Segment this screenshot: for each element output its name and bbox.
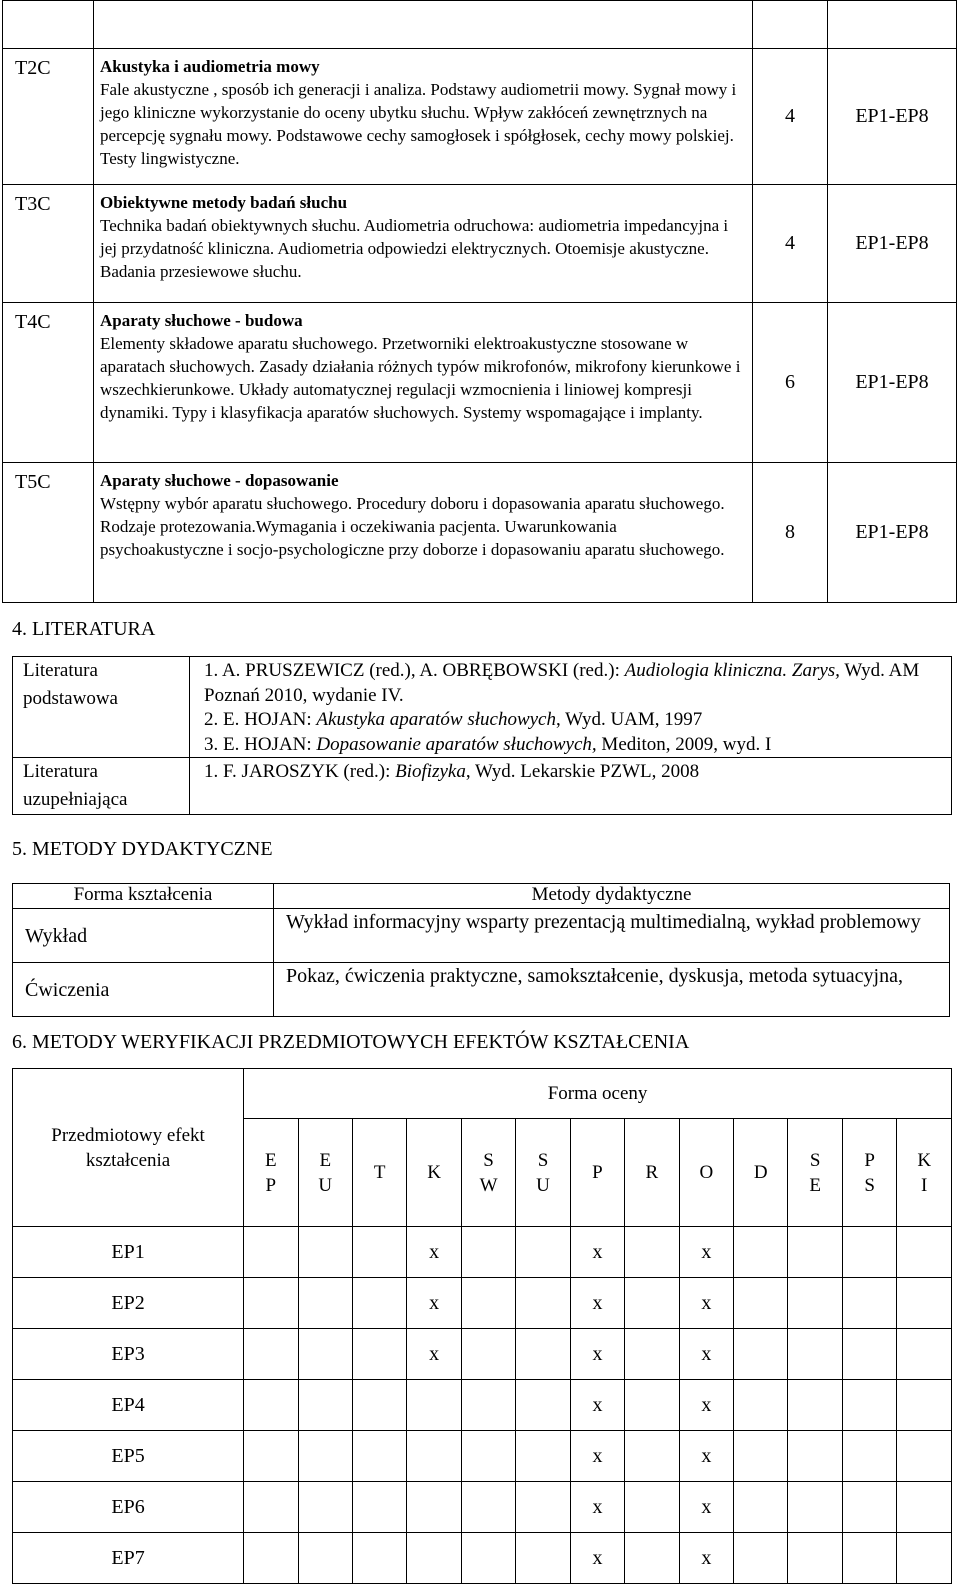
verification-mark: x [592, 1291, 603, 1314]
verification-cell [679, 1329, 733, 1380]
verification-group-label: Forma oceny [244, 1069, 952, 1119]
verification-col-6: P [570, 1119, 624, 1227]
verification-cell [352, 1227, 406, 1278]
section-heading-didactic: 5. METODY DYDAKTYCZNE [12, 838, 273, 860]
verification-col-10: S E [788, 1119, 842, 1227]
topic-code: T2C [3, 49, 94, 185]
verification-col-11: P S [842, 1119, 896, 1227]
literature-item: 1. F. JAROSZYK (red.): Biofizyka, Wyd. Lekarskie PZWL, 2008 [204, 761, 700, 782]
verification-cell [734, 1533, 788, 1584]
verification-cell [516, 1329, 570, 1380]
verification-cell [352, 1380, 406, 1431]
verification-cell [734, 1482, 788, 1533]
verification-cell [897, 1431, 952, 1482]
verification-mark: x [701, 1495, 712, 1518]
literature-item: 2. E. HOJAN: Akustyka aparatów słuchowych, Wyd. UAM, 1997 [204, 709, 703, 730]
verification-cell [734, 1380, 788, 1431]
topic-code: T5C [3, 463, 94, 603]
verification-cell [679, 1380, 733, 1431]
verification-cell [298, 1329, 352, 1380]
verification-row [13, 1227, 952, 1278]
verification-cell [352, 1329, 406, 1380]
verification-cell [407, 1329, 461, 1380]
verification-cell [407, 1533, 461, 1584]
verification-col-0: E P [244, 1119, 298, 1227]
verification-cell [570, 1533, 624, 1584]
verification-cell [244, 1533, 298, 1584]
topics-table [2, 0, 957, 603]
verification-header-row [13, 1069, 952, 1119]
verification-cell [244, 1227, 298, 1278]
verification-cell [788, 1482, 842, 1533]
verification-col-3: K [407, 1119, 461, 1227]
verification-effect-code: EP7 [13, 1533, 244, 1584]
verification-row [13, 1431, 952, 1482]
topic-row [3, 303, 957, 463]
verification-cell [625, 1431, 679, 1482]
topic-body: Technika badań obiektywnych słuchu. Audiometria odruchowa: audiometria impedancyjna i jej przydatność kliniczna. Audiometria odpowiedzi elektrycznych. Otoemisje akustyczne. Badania przesiewowe słuchu. [100, 216, 729, 281]
topic-description [94, 303, 753, 463]
verification-cell [352, 1482, 406, 1533]
verification-cell [461, 1380, 515, 1431]
literature-table [12, 656, 952, 815]
topic-hours: 6 [753, 303, 828, 463]
verification-cell [570, 1380, 624, 1431]
verification-cell [461, 1482, 515, 1533]
topic-description [94, 49, 753, 185]
verification-cell [842, 1329, 896, 1380]
literature-item: 1. A. PRUSZEWICZ (red.), A. OBRĘBOWSKI (red.): Audiologia kliniczna. Zarys, Wyd. AM Poznań 2010, wydanie IV. [204, 660, 920, 706]
verification-cell [788, 1380, 842, 1431]
verification-mark: x [701, 1291, 712, 1314]
verification-cell [244, 1329, 298, 1380]
verification-cell [679, 1482, 733, 1533]
verification-cell [788, 1278, 842, 1329]
verification-row [13, 1278, 952, 1329]
verification-mark: x [701, 1240, 712, 1263]
didactic-row [13, 963, 950, 1017]
verification-cell [842, 1533, 896, 1584]
verification-col-effect: Przedmiotowy efekt kształcenia [13, 1069, 244, 1227]
verification-cell [679, 1278, 733, 1329]
topic-effects: EP1-EP8 [828, 303, 957, 463]
didactic-form: Ćwiczenia [13, 963, 274, 1017]
verification-cell [407, 1380, 461, 1431]
verification-cell [298, 1227, 352, 1278]
topic-body: Elementy składowe aparatu słuchowego. Przetworniki elektroakustyczne stosowane w aparatach słuchowych. Zasady działania różnych typów mikrofonów, mikrofony kierunkowe i wszechkierunkowe. Układy automatycznej regulacji wzmocnienia i liniowej kompresji dynamiki. Typy i klasyfikacja aparatów słuchowych. Systemy wspomagające i implanty. [100, 334, 741, 422]
verification-cell [461, 1227, 515, 1278]
verification-cell [679, 1533, 733, 1584]
verification-mark: x [701, 1393, 712, 1416]
topic-row [3, 463, 957, 603]
verification-cell [298, 1431, 352, 1482]
verification-cell [625, 1227, 679, 1278]
verification-mark: x [701, 1546, 712, 1569]
verification-cell [734, 1431, 788, 1482]
verification-mark: x [592, 1393, 603, 1416]
verification-cell [842, 1227, 896, 1278]
verification-row [13, 1482, 952, 1533]
verification-mark: x [429, 1291, 440, 1314]
topic-title: Akustyka i audiometria mowy [100, 57, 320, 76]
verification-cell [298, 1482, 352, 1533]
verification-cell [788, 1227, 842, 1278]
didactic-header-row [13, 884, 950, 909]
verification-cell [570, 1482, 624, 1533]
verification-cell [570, 1431, 624, 1482]
verification-col-7: R [625, 1119, 679, 1227]
literature-supp-list [190, 758, 952, 815]
verification-col-12: K I [897, 1119, 952, 1227]
topic-body: Fale akustyczne , sposób ich generacji i analiza. Podstawy audiometrii mowy. Sygnał mowy i jego kliniczne wykorzystanie do oceny ubytku słuchu. Wpływ zakłóceń zewnętrznych na percepcję sygnału mowy. Podstawowe cechy samogłosek i spółgłosek, cechy mowy polskiej. Testy lingwistyczne. [100, 80, 737, 168]
topic-code: T3C [3, 185, 94, 303]
verification-cell [516, 1482, 570, 1533]
literature-supp-row [13, 758, 952, 815]
verification-cell [407, 1431, 461, 1482]
verification-body [13, 1227, 952, 1584]
didactic-row [13, 909, 950, 963]
verification-effect-code: EP1 [13, 1227, 244, 1278]
didactic-table [12, 883, 950, 1017]
didactic-col-methods: Metody dydaktyczne [274, 884, 950, 909]
topic-title: Aparaty słuchowe - budowa [100, 311, 303, 330]
verification-cell [625, 1533, 679, 1584]
verification-cell [516, 1227, 570, 1278]
verification-mark: x [592, 1495, 603, 1518]
verification-col-8: O [679, 1119, 733, 1227]
verification-cell [244, 1278, 298, 1329]
verification-cell [897, 1329, 952, 1380]
verification-cell [788, 1533, 842, 1584]
verification-cell [244, 1380, 298, 1431]
literature-basic-list [190, 657, 952, 758]
verification-cell [734, 1329, 788, 1380]
verification-cell [570, 1227, 624, 1278]
verification-effect-code: EP3 [13, 1329, 244, 1380]
verification-cell [625, 1380, 679, 1431]
literature-basic-row [13, 657, 952, 758]
verification-cell [679, 1431, 733, 1482]
topic-row [3, 185, 957, 303]
verification-effect-code: EP2 [13, 1278, 244, 1329]
verification-cell [461, 1278, 515, 1329]
verification-cell [570, 1329, 624, 1380]
verification-cell [461, 1329, 515, 1380]
topic-hours: 4 [753, 49, 828, 185]
didactic-col-form: Forma kształcenia [13, 884, 274, 909]
verification-cell [625, 1278, 679, 1329]
verification-cell [407, 1482, 461, 1533]
verification-cell [897, 1278, 952, 1329]
verification-col-1: E U [298, 1119, 352, 1227]
verification-cell [352, 1533, 406, 1584]
verification-cell [461, 1431, 515, 1482]
section-heading-verification: 6. METODY WERYFIKACJI PRZEDMIOTOWYCH EFEKTÓW KSZTAŁCENIA [12, 1031, 690, 1053]
literature-item: 3. E. HOJAN: Dopasowanie aparatów słuchowych, Mediton, 2009, wyd. I [204, 733, 772, 755]
verification-cell [244, 1482, 298, 1533]
topic-hours: 4 [753, 185, 828, 303]
topic-body: Wstępny wybór aparatu słuchowego. Procedury doboru i dopasowania aparatu słuchowego. Rodzaje protezowania.Wymagania i oczekiwania pacjenta. Uwarunkowania psychoakustyczne i socjo-psychologiczne przy doborze i dopasowaniu aparatu słuchowego. [100, 494, 725, 559]
verification-col-2: T [352, 1119, 406, 1227]
topic-hours: 8 [753, 463, 828, 603]
topic-row [3, 49, 957, 185]
verification-cell [516, 1431, 570, 1482]
verification-cell [461, 1533, 515, 1584]
verification-cell [352, 1278, 406, 1329]
verification-effect-code: EP5 [13, 1431, 244, 1482]
verification-row [13, 1533, 952, 1584]
verification-cell [842, 1482, 896, 1533]
verification-cell [679, 1227, 733, 1278]
topics-empty-row [3, 1, 957, 49]
verification-cell [407, 1278, 461, 1329]
verification-cell [298, 1533, 352, 1584]
verification-row [13, 1329, 952, 1380]
verification-cell [244, 1431, 298, 1482]
topic-effects: EP1-EP8 [828, 185, 957, 303]
verification-col-9: D [734, 1119, 788, 1227]
verification-col-4: S W [461, 1119, 515, 1227]
verification-cell [734, 1278, 788, 1329]
verification-cell [842, 1380, 896, 1431]
verification-cell [625, 1329, 679, 1380]
verification-effect-code: EP6 [13, 1482, 244, 1533]
didactic-methods: Pokaz, ćwiczenia praktyczne, samokształcenie, dyskusja, metoda sytuacyjna, [274, 963, 950, 1017]
verification-cell [625, 1482, 679, 1533]
topic-effects: EP1-EP8 [828, 463, 957, 603]
verification-mark: x [592, 1444, 603, 1467]
verification-mark: x [429, 1342, 440, 1365]
verification-table [12, 1068, 952, 1584]
literature-basic-label: Literatura podstawowa [13, 657, 190, 758]
verification-effect-code: EP4 [13, 1380, 244, 1431]
verification-cell [842, 1278, 896, 1329]
verification-cell [897, 1482, 952, 1533]
verification-cell [734, 1227, 788, 1278]
verification-mark: x [701, 1444, 712, 1467]
topic-code: T4C [3, 303, 94, 463]
topic-title: Obiektywne metody badań słuchu [100, 193, 348, 212]
verification-cell [407, 1227, 461, 1278]
verification-mark: x [592, 1342, 603, 1365]
section-heading-literature: 4. LITERATURA [12, 618, 156, 640]
verification-cell [516, 1380, 570, 1431]
verification-col-5: S U [516, 1119, 570, 1227]
verification-cell [298, 1380, 352, 1431]
verification-cell [516, 1533, 570, 1584]
verification-cell [897, 1380, 952, 1431]
topic-effects: EP1-EP8 [828, 49, 957, 185]
verification-cell [842, 1431, 896, 1482]
topic-title: Aparaty słuchowe - dopasowanie [100, 471, 339, 490]
literature-supp-label: Literatura uzupełniająca [13, 758, 190, 815]
didactic-form: Wykład [13, 909, 274, 963]
verification-cell [788, 1431, 842, 1482]
verification-cell [897, 1533, 952, 1584]
verification-cell [352, 1431, 406, 1482]
verification-mark: x [429, 1240, 440, 1263]
verification-mark: x [701, 1342, 712, 1365]
verification-mark: x [592, 1240, 603, 1263]
verification-cell [516, 1278, 570, 1329]
topic-description [94, 185, 753, 303]
didactic-methods: Wykład informacyjny wsparty prezentacją multimedialną, wykład problemowy [274, 909, 950, 963]
verification-cell [897, 1227, 952, 1278]
topic-description [94, 463, 753, 603]
verification-cell [298, 1278, 352, 1329]
verification-row [13, 1380, 952, 1431]
verification-cell [788, 1329, 842, 1380]
verification-mark: x [592, 1546, 603, 1569]
verification-cell [570, 1278, 624, 1329]
